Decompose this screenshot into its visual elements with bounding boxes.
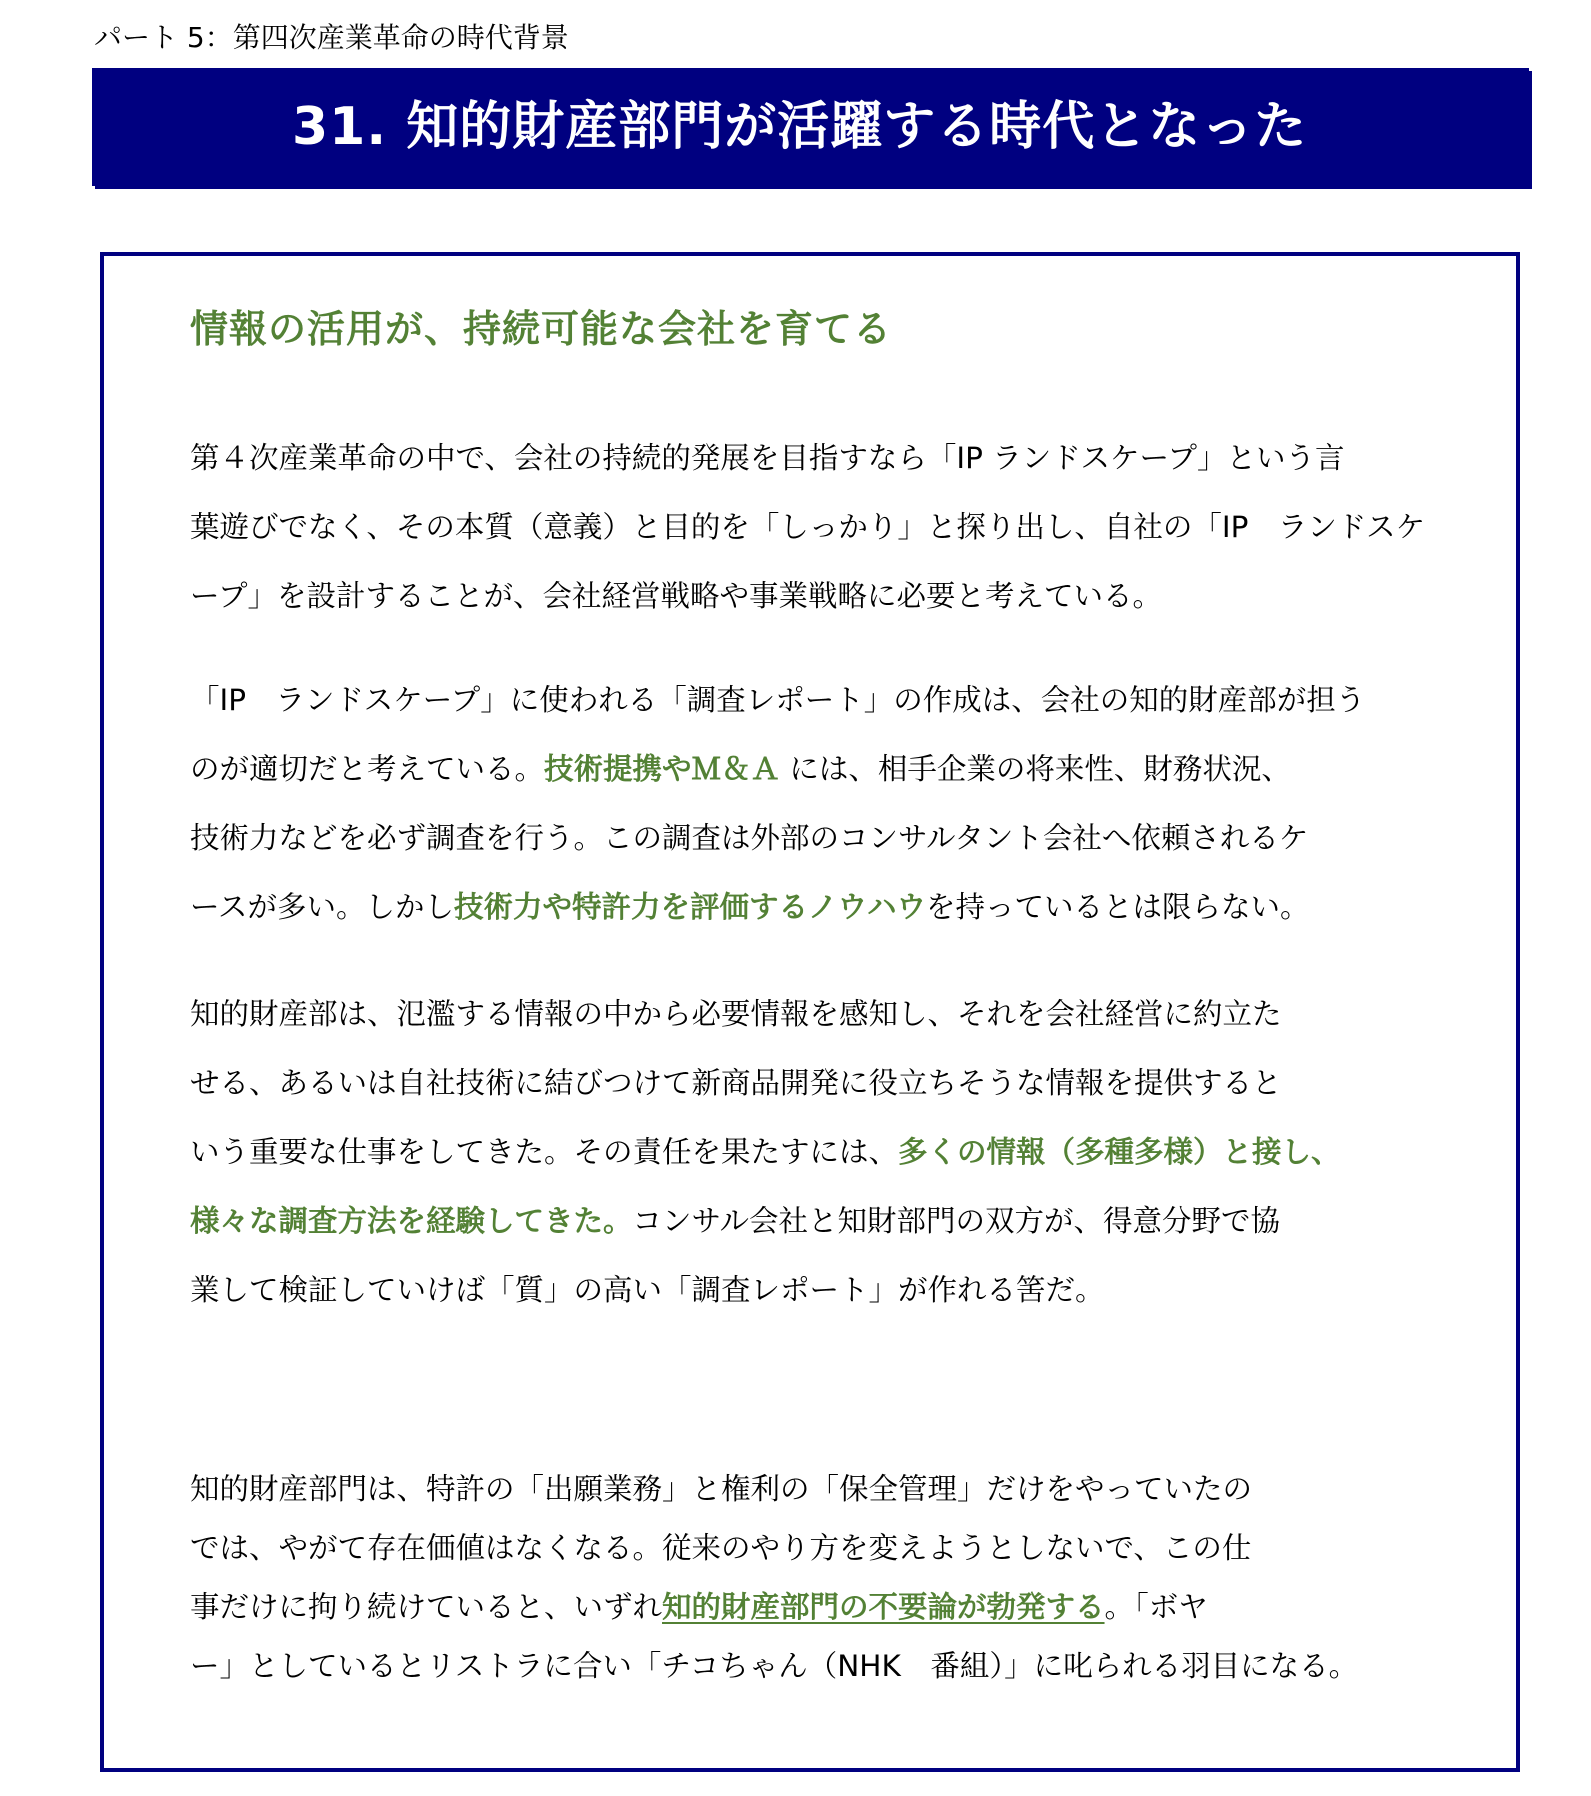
- highlight-text: 技術提携やＭ＆Ａ: [544, 752, 781, 786]
- paragraph-2-line-3: 技術力などを必ず調査を行う。この調査は外部のコンサルタント会社へ依頼されるケ: [190, 821, 1309, 855]
- paragraph-3-line-2: せる、あるいは自社技術に結びつけて新商品開発に役立ちそうな情報を提供すると: [190, 1066, 1282, 1100]
- paragraph-4-line-3: [190, 1578, 1380, 1637]
- highlight-underlined-text: 知的財産部門の不要論が勃発する: [662, 1590, 1105, 1624]
- text-segment: には、相手企業の将来性、財務状況、: [780, 752, 1291, 786]
- paragraph-1-line-1: 第４次産業革命の中で、会社の持続的発展を目指すなら「IP ランドスケープ」という言: [190, 441, 1345, 475]
- paragraph-1-line-3: ープ」を設計することが、会社経営戦略や事業戦略に必要と考えている。: [190, 579, 1163, 613]
- text-segment: コンサル会社と知財部門の双方が、得意分野で協: [632, 1204, 1281, 1238]
- highlight-text: 多くの情報（多種多様）と接し、: [898, 1135, 1341, 1169]
- paragraph-4-line-2: では、やがて存在価値はなくなる。従来のやり方を変えようとしないで、この仕: [190, 1531, 1252, 1565]
- paragraph-3-line-5: 業して検証していけば「質」の高い「調査レポート」が作れる筈だ。: [190, 1273, 1105, 1307]
- paragraph-2-line-2: [190, 735, 1380, 804]
- paragraph-2-line-1: 「IP ランドスケープ」に使われる「調査レポート」の作成は、会社の知的財産部が担う: [190, 683, 1366, 717]
- paragraph-1: [190, 424, 1426, 631]
- paragraph-2-line-4: [190, 873, 1380, 942]
- paragraph-3-line-4: [190, 1187, 1380, 1256]
- paragraph-4-line-1: 知的財産部門は、特許の「出願業務」と権利の「保全管理」だけをやっていたの: [190, 1472, 1253, 1506]
- paragraph-3: [190, 980, 1380, 1325]
- paragraph-3-line-3: [190, 1118, 1380, 1187]
- text-segment: のが適切だと考えている。: [190, 752, 545, 786]
- text-segment: ースが多い。しかし: [190, 890, 455, 924]
- paragraph-2: [190, 666, 1380, 942]
- highlight-text: 技術力や特許力を評価するノウハウ: [454, 890, 927, 924]
- part-label: パート 5：第四次産業革命の時代背景: [94, 21, 569, 54]
- paragraph-1-line-2: 葉遊びでなく、その本質（意義）と目的を「しっかり」と探り出し、自社の「IP ランドスケ: [190, 510, 1426, 544]
- page-title: 31. 知的財産部門が活躍する時代となった: [292, 97, 1308, 157]
- text-segment: を持っているとは限らない。: [926, 890, 1310, 924]
- text-segment: 。「ボヤ: [1104, 1590, 1208, 1624]
- text-segment: 事だけに拘り続けていると、いずれ: [190, 1590, 663, 1624]
- section-heading: 情報の活用が、持続可能な会社を育てる: [190, 307, 893, 351]
- text-segment: いう重要な仕事をしてきた。その責任を果たすには、: [190, 1135, 899, 1169]
- content-box: [100, 252, 1520, 1772]
- title-banner: [92, 68, 1529, 186]
- paragraph-4: [190, 1460, 1380, 1696]
- highlight-text: 様々な調査方法を経験してきた。: [190, 1204, 633, 1238]
- paragraph-4-line-4: ー」としているとリストラに合い「チコちゃん（NHK 番組）」に叱られる羽目になる。: [190, 1649, 1359, 1683]
- paragraph-3-line-1: 知的財産部は、氾濫する情報の中から必要情報を感知し、それを会社経営に約立た: [190, 997, 1282, 1031]
